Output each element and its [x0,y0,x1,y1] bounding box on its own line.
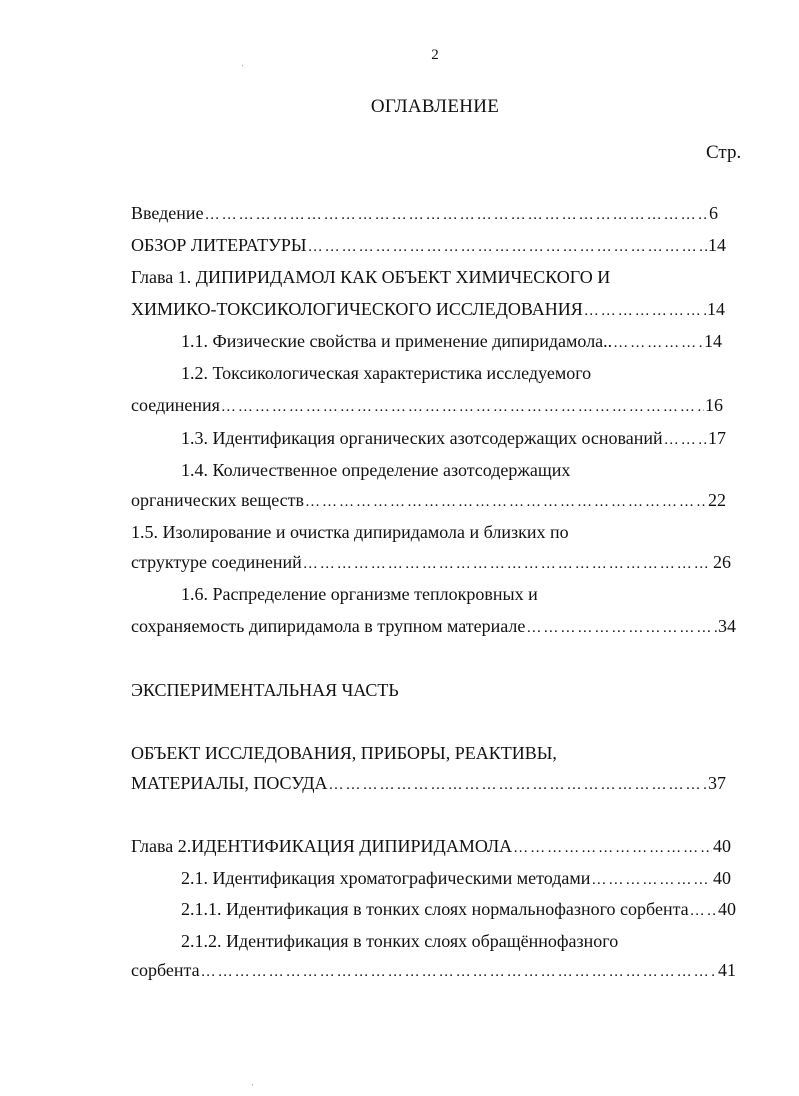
toc-entry-literature-review [131,233,726,257]
toc-page-number: 16 [705,395,723,415]
toc-entry-section-2-1 [181,866,731,890]
toc-entry-section-1-6-line1: 1.6. Распределение организме теплокровных и [181,584,538,604]
toc-page-number: 41 [718,960,736,980]
leader-dots [591,868,712,892]
toc-entry-text: ОБЗОР ЛИТЕРАТУРЫ [131,235,307,255]
toc-entry-text: Глава 2.ИДЕНТИФИКАЦИЯ ДИПИРИДАМОЛА [131,836,513,856]
toc-entry-section-2-1-2 [131,958,736,982]
leader-dots [201,960,717,984]
toc-entry-section-1-2-line1: 1.2. Токсикологическая характеристика исследуемого [181,363,592,383]
toc-entry-chapter1-line1: Глава 1. ДИПИРИДАМОЛ КАК ОБЪЕКТ ХИМИЧЕСКОГО И [131,267,611,287]
scan-speck: ˌ [241,56,245,67]
leader-dots [690,899,717,923]
toc-page-number: 37 [708,773,726,793]
leader-dots [613,331,703,355]
toc-entry-section-2-1-1 [181,897,736,921]
toc-entry-text: ХИМИКО-ТОКСИКОЛОГИЧЕСКОГО ИССЛЕДОВАНИЯ [131,299,583,319]
toc-entry-objects [131,771,726,795]
toc-entry-text: органических веществ [131,490,305,510]
toc-page-number: 40 [718,899,736,919]
pages-column-label: Стр. [706,142,742,163]
toc-entry-text: структуре соединений [131,552,302,572]
toc-entry-text: Введение [131,203,204,223]
leader-dots [329,773,707,797]
toc-entry-text: 2.1.1. Идентификация в тонких слоях нормальнофазного сорбента [181,899,689,919]
toc-entry-text: 2.1. Идентификация хроматографическими методами [181,868,591,888]
toc-entry-text: 1.1. Физические свойства и применение дипиридамола.. [181,331,613,351]
toc-page-number: 17 [708,428,726,448]
toc-entry-section-1-2 [131,393,723,417]
toc-page-number: 14 [707,299,725,319]
toc-entry-section-1-3 [181,426,726,450]
toc-entry-section-1-4-line1: 1.4. Количественное определение азотсодержащих [181,460,571,480]
toc-entry-section-1-5-line1: 1.5. Изолирование и очистка дипиридамола и близких по [131,522,569,542]
toc-page-number: 6 [709,203,718,223]
leader-dots [513,836,712,860]
leader-dots [221,395,704,419]
toc-page-number: 40 [713,868,731,888]
toc-heading-experimental: ЭКСПЕРИМЕНТАЛЬНАЯ ЧАСТЬ [131,680,399,700]
toc-entry-section-1-4 [131,488,726,512]
toc-page-number: 14 [708,235,726,255]
page-number: 2 [431,47,439,63]
leader-dots [305,490,707,514]
toc-entry-section-2-1-2-line1: 2.1.2. Идентификация в тонких слоях обращённофазного [181,931,619,951]
toc-page-number: 22 [708,490,726,510]
toc-page-number: 14 [704,331,722,351]
leader-dots [664,428,707,452]
leader-dots [303,552,712,576]
scan-speck: ˌ [251,1075,255,1086]
leader-dots [584,299,706,323]
toc-page-number: 40 [713,836,731,856]
toc-page-number: 26 [713,552,731,572]
toc-entry-text: МАТЕРИАЛЫ, ПОСУДА [131,773,328,793]
leader-dots [526,616,717,640]
toc-entry-intro [131,201,718,225]
toc-entry-section-1-6 [131,614,736,638]
toc-entry-section-1-5 [131,550,731,574]
toc-entry-text: 1.3. Идентификация органических азотсодержащих оснований [181,428,663,448]
toc-entry-text: сорбента [131,960,200,980]
toc-entry-section-1-1 [181,329,722,353]
toc-title: ОГЛАВЛЕНИЕ [370,96,500,117]
toc-entry-objects-line1: ОБЪЕКТ ИССЛЕДОВАНИЯ, ПРИБОРЫ, РЕАКТИВЫ, [131,743,557,763]
leader-dots [205,203,708,227]
toc-page-number: 34 [718,616,736,636]
toc-entry-text: соединения [131,395,220,415]
toc-entry-chapter1 [131,297,725,321]
toc-entry-text: сохраняемость дипиридамола в трупном материале [131,616,526,636]
leader-dots [308,235,707,259]
toc-entry-chapter2 [131,834,731,858]
